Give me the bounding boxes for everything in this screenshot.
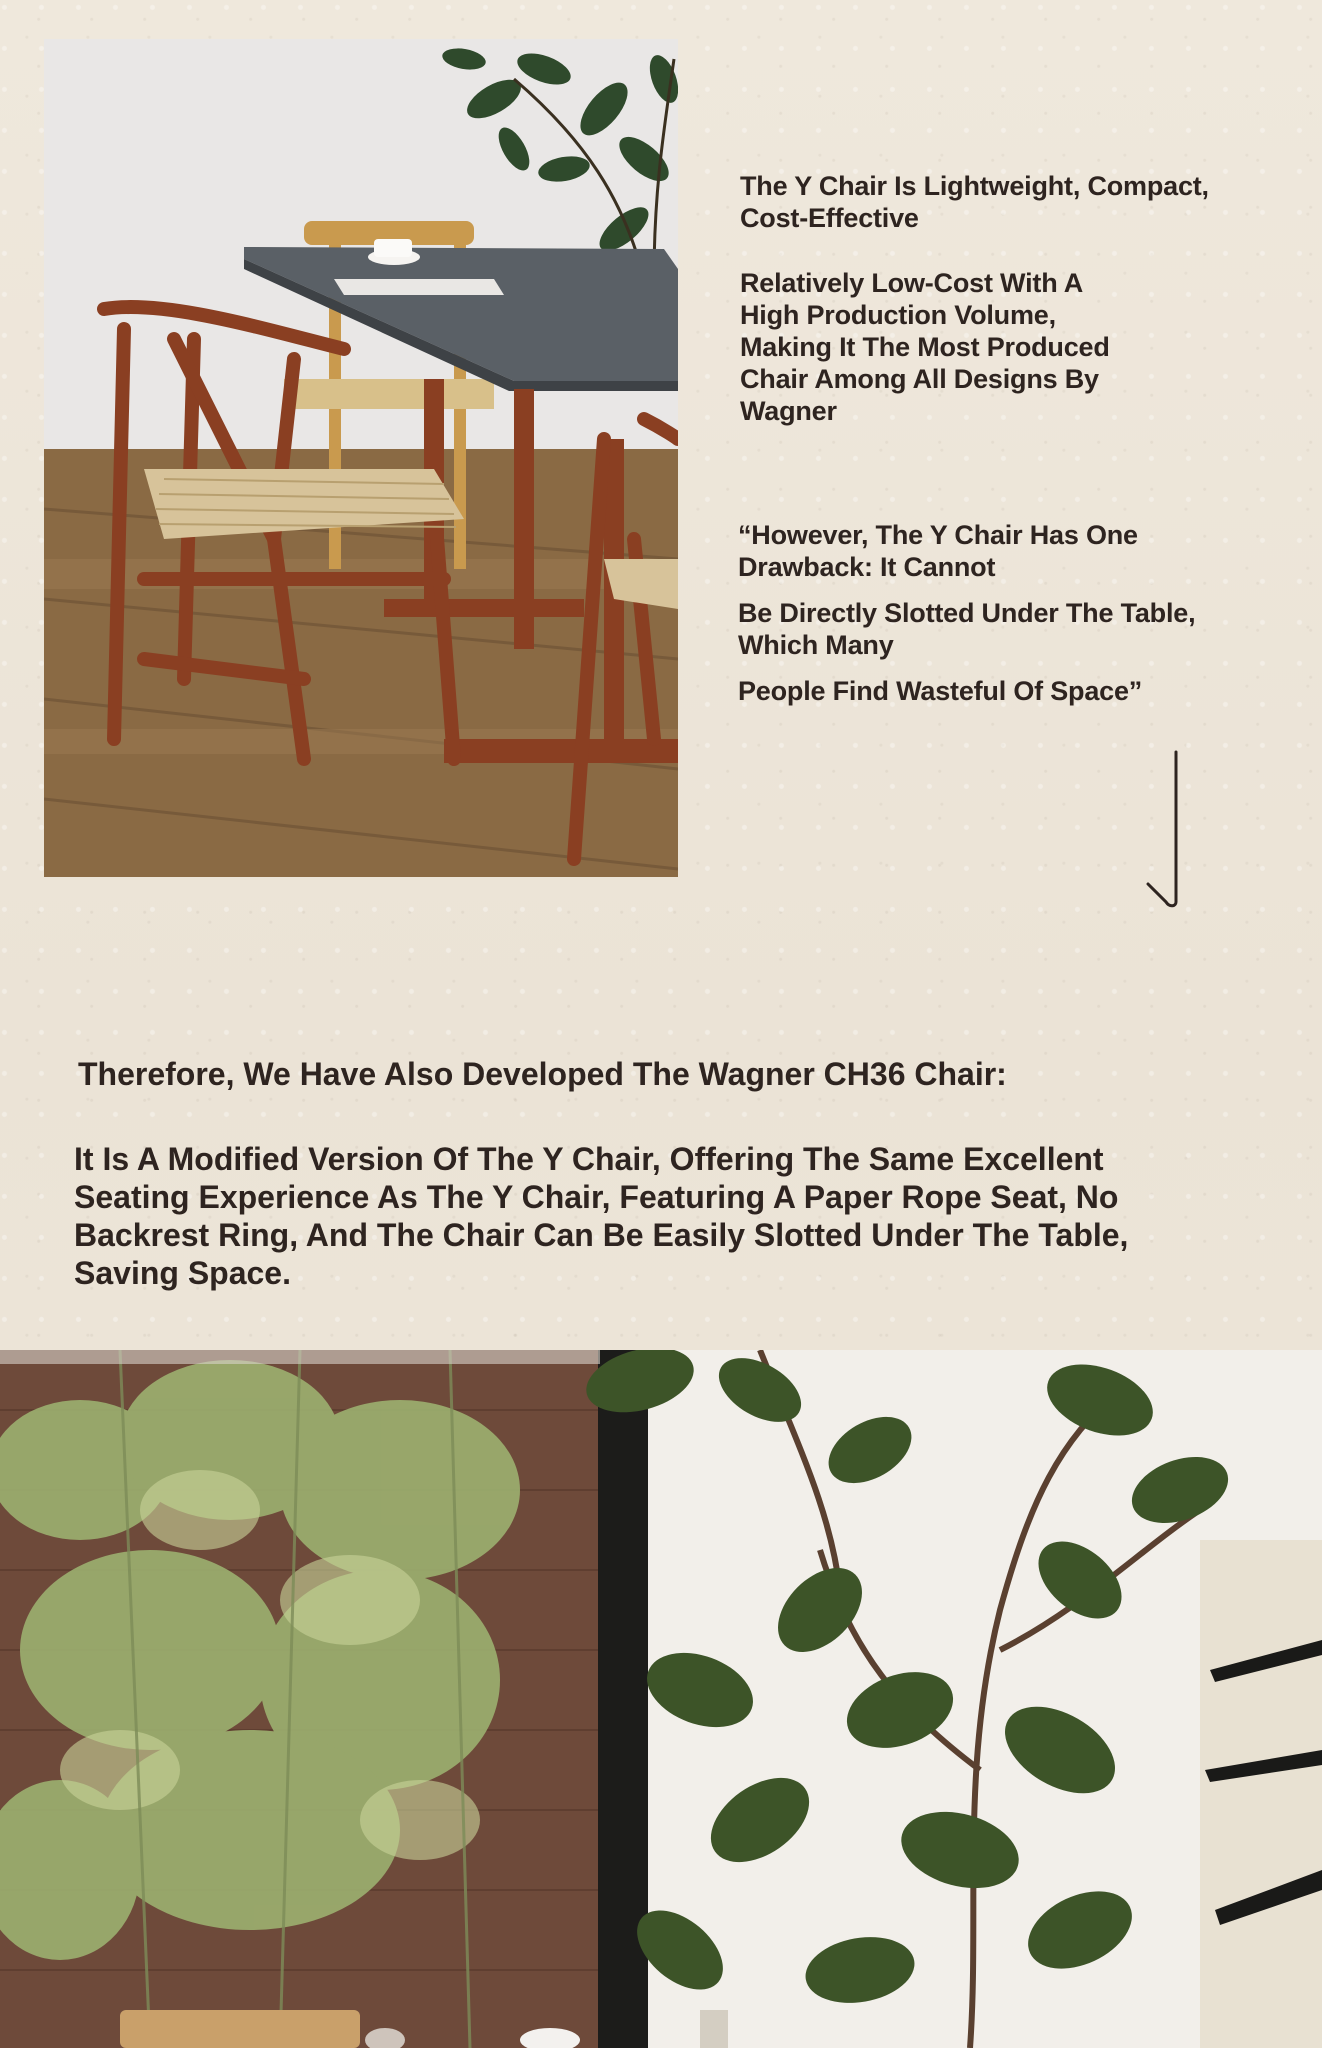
dining-table-illustration bbox=[44, 39, 678, 877]
quote-part-3: People Find Wasteful Of Space” bbox=[738, 676, 1143, 706]
decorative-hook-icon bbox=[1140, 750, 1180, 910]
section-heading: Therefore, We Have Also Developed The Wagner CH36 Chair: bbox=[78, 1056, 1007, 1092]
bamboo-window-photo bbox=[0, 1350, 1322, 2048]
quote-part-2: Be Directly Slotted Under The Table, Which Many bbox=[738, 598, 1196, 660]
quote-part-1: “However, The Y Chair Has One Drawback: It Cannot bbox=[738, 520, 1138, 582]
section-paragraph: It Is A Modified Version Of The Y Chair, Offering The Same Excellent Seating Experience As The Y Chair, Featuring A Paper Rope Seat, No Backrest Ring, And The Chair Can Be Easily Slotted Under The Table, Saving Space. bbox=[74, 1141, 1129, 1291]
bamboo-window-illustration bbox=[0, 1350, 1322, 2048]
feature-lightweight: The Y Chair Is Lightweight, Compact, Cost-Effective bbox=[740, 171, 1209, 233]
dining-table-photo bbox=[44, 39, 678, 877]
feature-low-cost: Relatively Low-Cost With A High Production Volume, Making It The Most Produced Chair Among All Designs By Wagner bbox=[740, 268, 1110, 426]
